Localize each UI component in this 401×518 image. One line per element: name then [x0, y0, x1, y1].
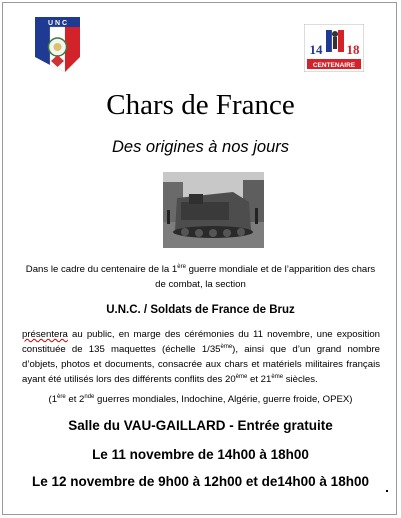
centenaire-right-number: 18 — [346, 42, 360, 57]
centenaire-left-number: 14 — [309, 42, 323, 57]
document-page — [2, 2, 397, 515]
centenaire-logo — [304, 24, 364, 72]
poster-subtitle: Des origines à nos jours — [111, 138, 289, 156]
conflicts-list: (1ère et 2nde guerres mondiales, Indochine, Algérie, guerre froide, OPEX) — [48, 393, 353, 405]
date-line-2: Le 12 novembre de 9h00 à 12h00 et de14h00 à 18h00 — [32, 474, 369, 489]
centenaire-label: CENTENAIRE — [312, 62, 356, 69]
venue-line: Salle du VAU-GAILLARD - Entrée gratuite — [68, 418, 333, 433]
poster-title: Chars de France — [106, 89, 295, 121]
date-line-1: Le 11 novembre de 14h00 à 18h00 — [92, 447, 309, 462]
tank-photo — [163, 172, 264, 248]
intro-paragraph: Dans le cadre du centenaire de la 1ère guerre mondiale et de l’apparition des chars de combat, la section — [25, 263, 376, 290]
unc-logo-text: U N C — [47, 20, 68, 27]
exhibition-description: présentera au public, en marge des cérémonies du 11 novembre, une exposition constituée de 135 maquettes (échelle 1/35ème), ainsi que d’un grand nombre d’objets, photos et documents, consacrée aux chars et matériels militaires français ayant été utilisés lors des différents conflits des 20ème et 21ème siècles. — [22, 329, 380, 385]
section-name: U.N.C. / Soldats de France de Bruz — [106, 304, 295, 316]
stray-dot — [386, 490, 388, 492]
unc-logo — [35, 17, 80, 72]
